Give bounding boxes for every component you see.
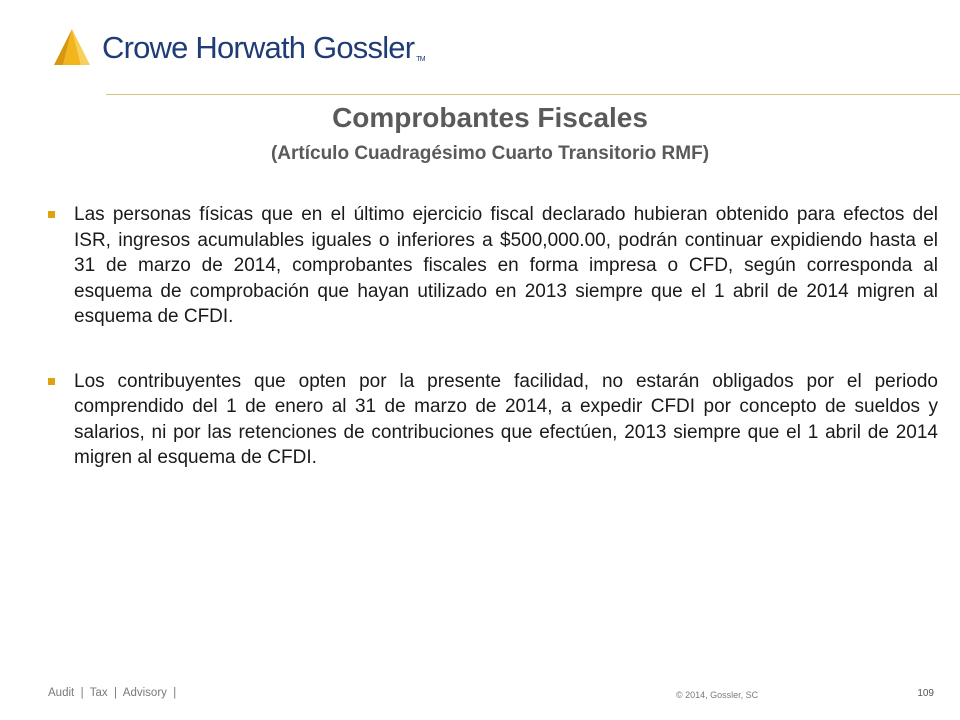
header-divider xyxy=(106,94,960,95)
footer-copyright: © 2014, Gossler, SC xyxy=(676,690,759,700)
slide-title: Comprobantes Fiscales xyxy=(332,102,648,133)
bullet-item xyxy=(48,202,938,330)
bullet-list xyxy=(48,202,938,510)
page-number: 109 xyxy=(917,688,934,699)
company-name: Crowe Horwath Gossler TM xyxy=(102,30,425,65)
square-bullet-icon xyxy=(48,211,55,218)
footer-services: Audit | Tax | Advisory | xyxy=(48,687,177,699)
slide-subtitle: (Artículo Cuadragésimo Cuarto Transitorio RMF) xyxy=(270,143,710,164)
square-bullet-icon xyxy=(48,378,55,385)
bullet-item xyxy=(48,369,938,471)
trademark-mark: TM xyxy=(416,56,425,63)
company-logo xyxy=(52,28,425,68)
bullet-text: Los contribuyentes que opten por la presente facilidad, no estarán obligados por el periodo comprendido del 1 de enero al 31 de marzo de 2014, a expedir CFDI por concepto de sueldos y salarios, ni por las retenciones de contribuciones que efectúen, 2013 siempre que el 1 abril de 2014 migren al esquema de CFDI. xyxy=(74,370,938,468)
crowe-logo-icon xyxy=(52,28,92,68)
bullet-text: Las personas físicas que en el último ejercicio fiscal declarado hubieran obtenido para efectos del ISR, ingresos acumulables iguales o inferiores a $500,000.00, podrán continuar expidiendo hasta el 31 de marzo de 2014, comprobantes fiscales en forma impresa o CFD, según corresponda al esquema de comprobación que hayan utilizado en 2013 siempre que el 1 abril de 2014 migren al esquema de CFDI. xyxy=(74,204,938,327)
